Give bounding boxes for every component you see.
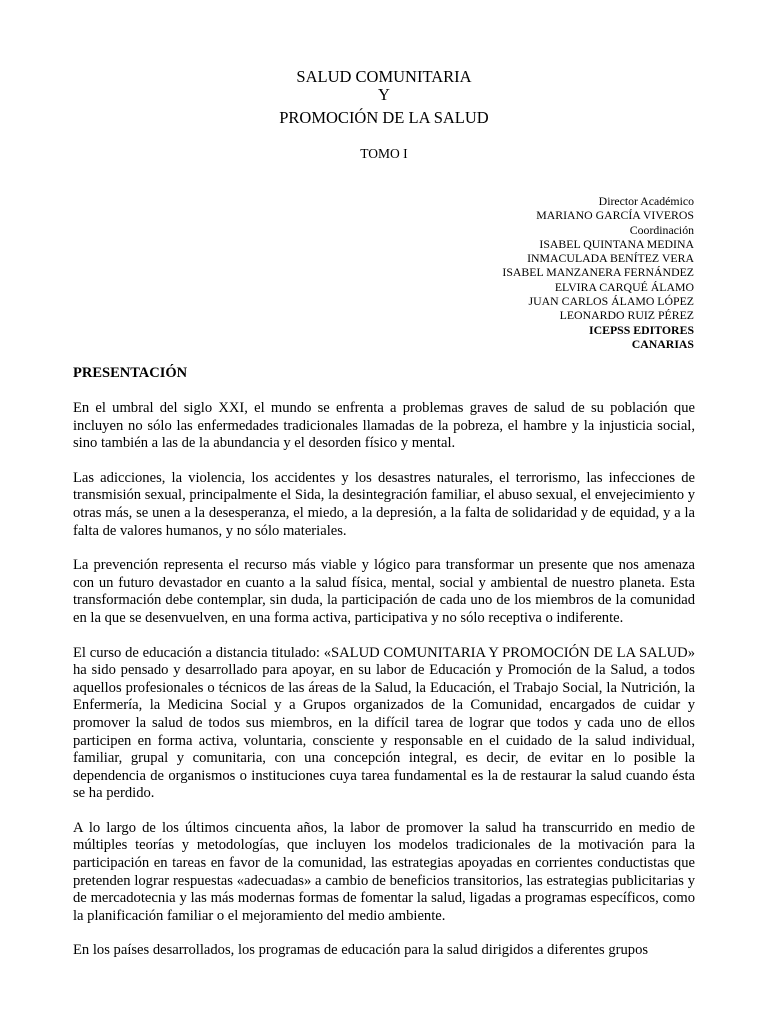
paragraph: El curso de educación a distancia titulado: «SALUD COMUNITARIA Y PROMOCIÓN DE LA SALUD» ha sido pensado y desarrollado para apoyar, en su labor de Educación y Promoción de la Salud, a todos aquellos profesionales o técnicos de las áreas de la Salud, la Educación, el Trabajo Social, la Nutrición, la Enfermería, la Medicina Social y a Grupos organizados de la Comunidad, encargados de cuidar y promover la salud de todos sus miembros, en la difícil tarea de lograr que todos y cada uno de ellos participen en forma activa, voluntaria, consciente y responsable en el cuidado de la salud individual, familiar, grupal y comunitaria, con una concepción integral, es decir, de evitar en lo posible la dependencia de organismos o instituciones cuya tarea fundamental es la de restaurar la salud cuando ésta se ha perdido.: [73, 644, 695, 802]
publisher-name: ICEPSS EDITORES: [588, 322, 694, 337]
paragraph: En el umbral del siglo XXI, el mundo se enfrenta a problemas graves de salud de su población que incluyen no sólo las enfermedades tradicionales llamadas de la pobreza, el hambre y la injusticia social, sino también a las de la abundancia y el desorden físico y mental.: [73, 400, 695, 452]
director-role: Director Académico: [598, 194, 694, 208]
document-title-line1: SALUD COMUNITARIA: [296, 67, 472, 86]
paragraph: La prevención representa el recurso más viable y lógico para transformar un presente que nos amenaza con un futuro devastador en cuanto a la salud física, mental, social y ambiental de nuestro planeta. Esta transformación debe contemplar, sin duda, la participación de cada uno de los miembros de la comunidad en la que se desenvuelven, en una forma activa, participativa y no sólo receptiva o indiferente.: [73, 557, 695, 626]
coordinator-name: INMACULADA BENÍTEZ VERA: [527, 251, 694, 266]
publisher-place: CANARIAS: [631, 336, 694, 351]
document-title-line2: Y: [378, 85, 390, 104]
coordinator-name: LEONARDO RUIZ PÉREZ: [559, 308, 694, 323]
volume-label: TOMO I: [360, 146, 408, 161]
document-title-line3: PROMOCIÓN DE LA SALUD: [279, 108, 489, 127]
paragraph: A lo largo de los últimos cincuenta años, la labor de promover la salud ha transcurrido en medio de múltiples teorías y metodologías, que incluyen los modelos tradicionales de la motivación para la participación en tareas en favor de la comunidad, las estrategias apoyadas en corrientes conductistas que pretenden lograr respuestas «adecuadas» a cambio de beneficios transitorios, las estrategias publicitarias y de mercadotecnia y las más modernas formas de fomentar la salud, ligadas a programas específicos, como la planificación familiar o el mejoramiento del medio ambiente.: [73, 819, 695, 924]
coordinator-name: ISABEL QUINTANA MEDINA: [539, 236, 694, 251]
coordinator-name: JUAN CARLOS ÁLAMO LÓPEZ: [528, 294, 694, 309]
section-heading: PRESENTACIÓN: [73, 365, 188, 381]
coordination-role: Coordinación: [629, 222, 694, 237]
director-name: MARIANO GARCÍA VIVEROS: [536, 208, 694, 223]
coordinator-name: ISABEL MANZANERA FERNÁNDEZ: [502, 265, 694, 280]
coordinator-name: ELVIRA CARQUÉ ÁLAMO: [554, 279, 694, 294]
paragraph: Las adicciones, la violencia, los accidentes y los desastres naturales, el terrorismo, las infecciones de transmisión sexual, principalmente el Sida, la desintegración familiar, el abuso sexual, el envejecimiento y otras más, se unen a la desesperanza, el miedo, a la depresión, a la falta de solidaridad y de equidad, y a la falta de valores humanos, y no sólo materiales.: [73, 469, 695, 539]
credits-block: [502, 194, 694, 351]
section-body: [73, 400, 695, 977]
paragraph: En los países desarrollados, los programas de educación para la salud dirigidos a diferentes grupos: [73, 942, 649, 959]
